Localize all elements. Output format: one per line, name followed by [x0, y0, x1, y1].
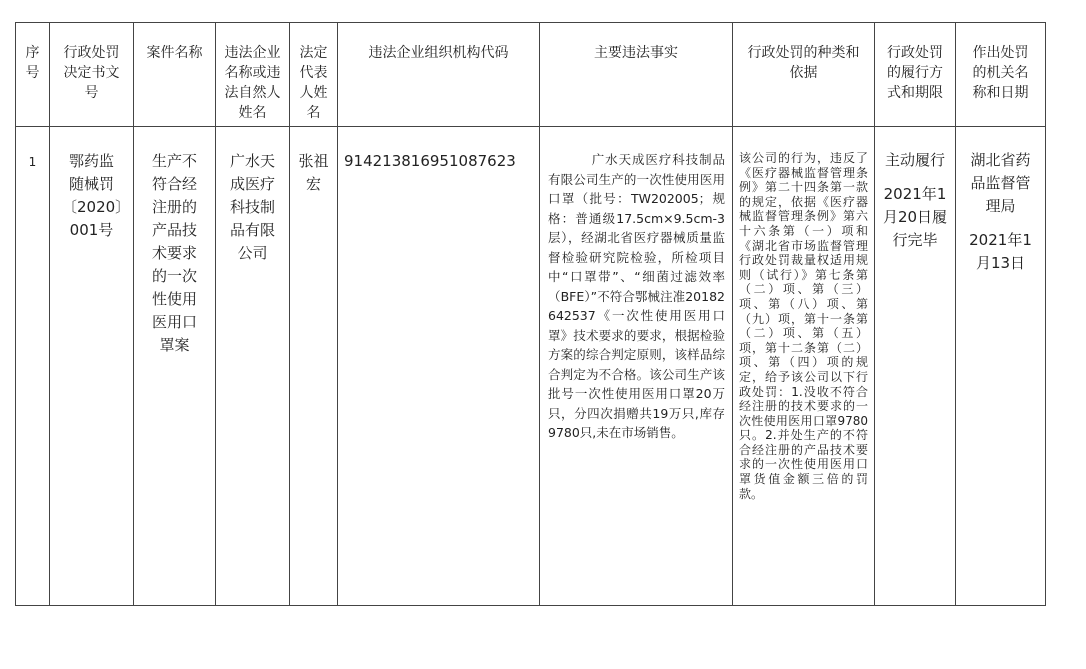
authority-block: [956, 127, 1045, 275]
penalty-table: [15, 22, 1046, 606]
header-authority: 作出处罚的机关名称和日期: [956, 23, 1046, 127]
cell-performance: [875, 127, 956, 606]
cell-case-name: [134, 127, 216, 606]
table-row: [16, 127, 1046, 606]
cell-facts: [540, 127, 733, 606]
header-case-name: 案件名称: [134, 23, 216, 127]
header-performance: 行政处罚的履行方式和期限: [875, 23, 956, 127]
header-decision-no: 行政处罚决定书文号: [50, 23, 134, 127]
performance-mode: 主动履行: [884, 151, 945, 169]
header-org-code: 违法企业组织机构代码: [338, 23, 540, 127]
cell-violator: [216, 127, 290, 606]
violator-value: 广水天成医疗科技制品有限公司: [230, 152, 276, 262]
header-penalty-type: 行政处罚的种类和依据: [733, 23, 875, 127]
cell-org-code: [338, 127, 540, 606]
cell-penalty-basis: [733, 127, 875, 606]
facts-value: 广水天成医疗科技制品有限公司生产的一次性使用医用口罩（批号：TW202005；规格：普通级17.5cm×9.5cm-3层），经湖北省医疗器械质量监督检验研究院检验，所检项目中“口罩带”、“细菌过滤效率（BFE）”不符合鄂械注准20182642537《一次性使用医用口罩》技术要求的要求，根据检验方案的综合判定原则，该样品综合判定为不合格。该公司生产该批号一次性使用医用口罩20万只，分四次捐赠共19万只,库存9780只,未在市场销售。: [548, 152, 725, 440]
header-legal-rep: 法定代表人姓名: [290, 23, 338, 127]
case-name-value: 生产不符合经注册的产品技术要求的一次性使用医用口罩案: [151, 152, 197, 354]
penalty-basis-value: 该公司的行为，违反了《医疗器械监督管理条例》第二十四条第一款的规定，依据《医疗器械监督管理条例》第六十六条第（一）项和《湖北省市场监督管理行政处罚裁量权适用规则（试行）》第七条第（二）项、第（三）项、第（八）项、第（九）项，第十一条第（二）项、第（五）项，第十二条第（二）项、第（四）项的规定，给予该公司以下行政处罚：1.没收不符合经注册的技术要求的一次性使用医用口罩9780只。2.并处生产的不符合经注册的产品技术要求的一次性使用医用口罩货值金额三倍的罚款。: [739, 151, 868, 501]
table-body: [16, 127, 1046, 606]
header-violator: 违法企业名称或违法自然人姓名: [216, 23, 290, 127]
performance-block: [875, 127, 955, 252]
cell-decision-no: [50, 127, 134, 606]
header-facts: 主要违法事实: [540, 23, 733, 127]
cell-legal-rep: [290, 127, 338, 606]
table-header: [16, 23, 1046, 127]
authority-name: 湖北省药品监督管理局: [970, 151, 1031, 215]
authority-date: 2021年1月13日: [969, 231, 1032, 272]
decision-no-value: 鄂药监随械罚〔2020〕001号: [62, 152, 131, 239]
org-code-value: 914213816951087623: [344, 152, 516, 170]
legal-rep-value: 张祖宏: [298, 152, 329, 193]
performance-date: 2021年1月20日履行完毕: [882, 185, 948, 249]
seq-value: 1: [28, 155, 37, 169]
cell-authority: [956, 127, 1046, 606]
cell-seq: [16, 127, 50, 606]
header-row: [16, 23, 1046, 127]
header-seq: 序号: [16, 23, 50, 127]
